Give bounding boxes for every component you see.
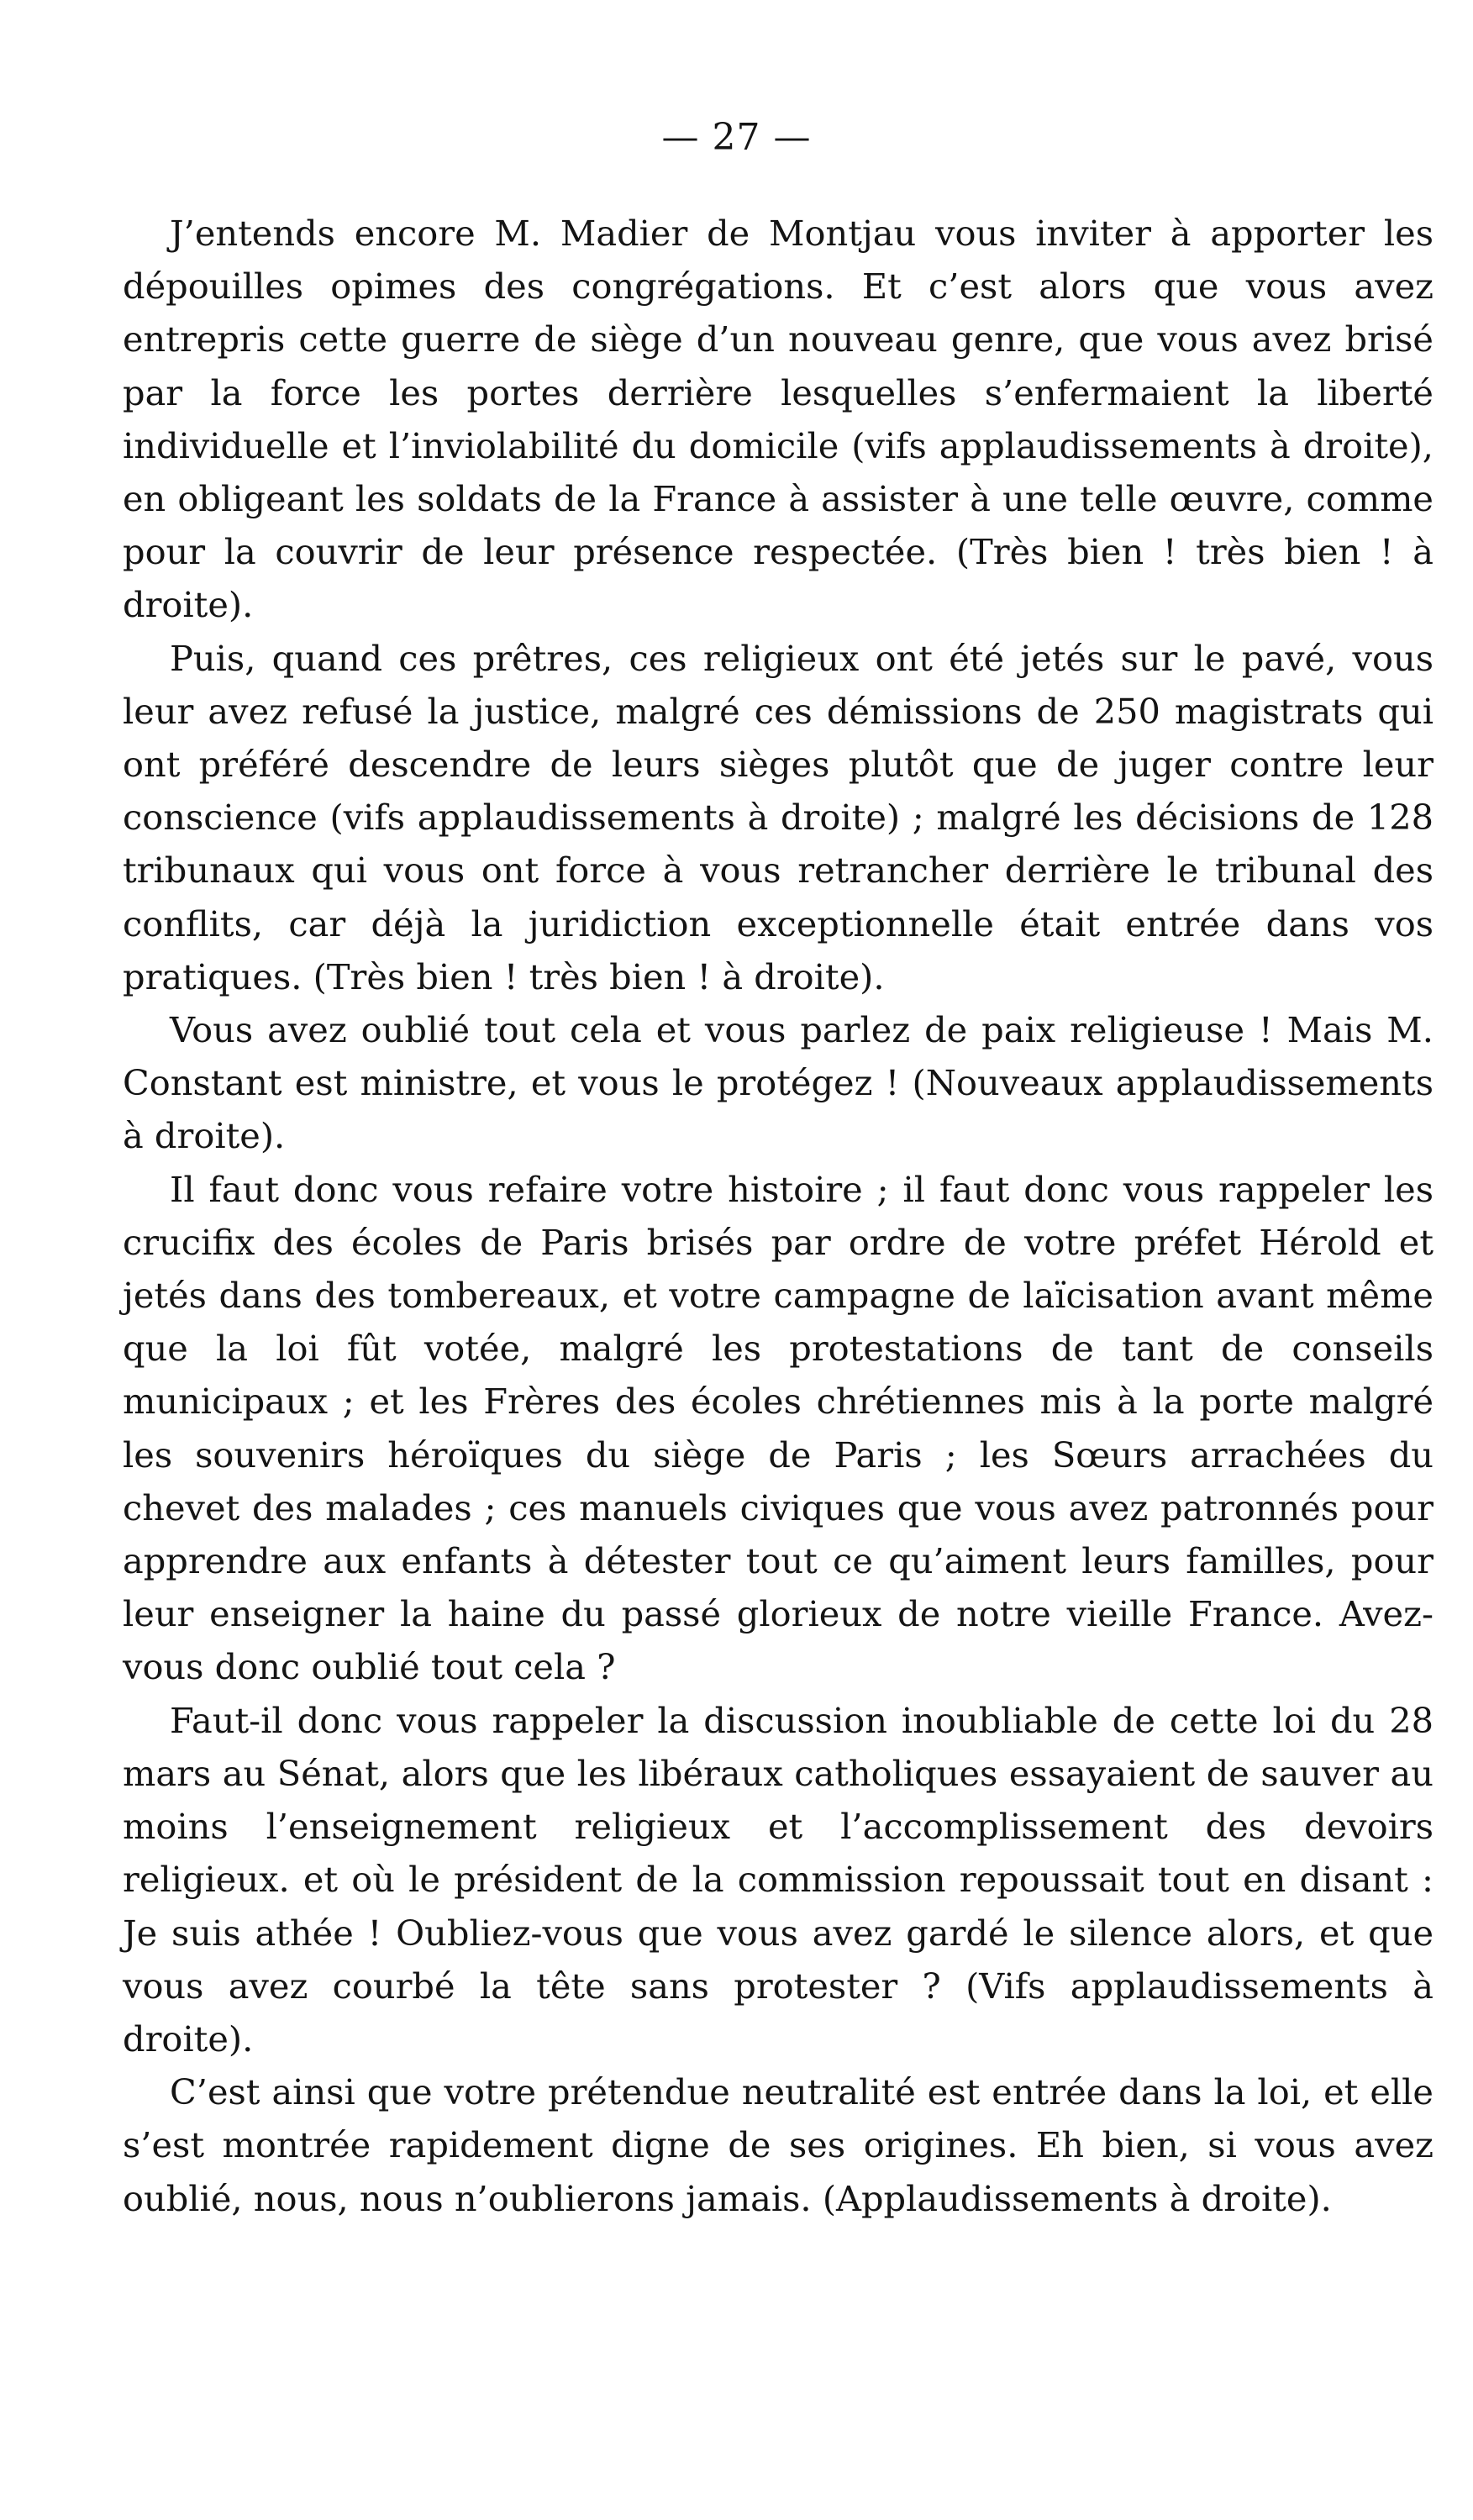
paragraph: Puis, quand ces prêtres, ces religieux ont été jetés sur le pavé, vous leur avez refusé la justice, malgré ces démissions de 250 magistrats qui ont préféré descendre de leurs sièges plutôt que de juger contre leur conscience (vifs applaudissements à droite) ; malgré les décisions de 128 tribunaux qui vous ont force à vous retrancher derrière le tribunal des conflits, car déjà la juridiction exceptionnelle était entrée dans vos pratiques. (Très bien ! très bien ! à droite).	[123, 637, 1434, 997]
page-number: — 27 —	[661, 116, 812, 159]
paragraph: Faut-il donc vous rappeler la discussion inoubliable de cette loi du 28 mars au Sénat, alors que les libéraux catholiques essayaient de sauver au moins l’enseignement religieux et l’accomplissement des devoirs religieux. et où le président de la commission repoussait tout en disant : Je suis athée ! Oubliez-vous que vous avez gardé le silence alors, et que vous avez courbé la tête sans protester ? (Vifs applaudissements à droite).	[123, 1699, 1434, 2060]
body-text	[123, 207, 1434, 2225]
paragraph: Vous avez oublié tout cela et vous parlez de paix religieuse ! Mais M. Constant est ministre, et vous le protégez ! (Nouveaux applaudissements à droite).	[123, 1009, 1434, 1157]
paragraph: Il faut donc vous refaire votre histoire ; il faut donc vous rappeler les crucifix des écoles de Paris brisés par ordre de votre préfet Hérold et jetés dans des tombereaux, et votre campagne de laïcisation avant même que la loi fût votée, malgré les protestations de tant de conseils municipaux ; et les Frères des écoles chrétiennes mis à la porte malgré les souvenirs héroïques du siège de Paris ; les Sœurs arrachées du chevet des malades ; ces manuels civiques que vous avez patronnés pour apprendre aux enfants à détester tout ce qu’aiment leurs familles, pour leur enseigner la haine du passé glorieux de notre vieille France. Avez-vous donc oublié tout cela ?	[123, 1168, 1434, 1688]
paragraph: C’est ainsi que votre prétendue neutralité est entrée dans la loi, et elle s’est montrée rapidement digne de ses origines. Eh bien, si vous avez oublié, nous, nous n’oublierons jamais. (Applaudissements à droite).	[123, 2071, 1434, 2219]
paragraph: J’entends encore M. Madier de Montjau vous inviter à apporter les dépouilles opimes des congrégations. Et c’est alors que vous avez entrepris cette guerre de siège d’un nouveau genre, que vous avez brisé par la force les portes derrière lesquelles s’enfermaient la liberté individuelle et l’inviolabilité du domicile (vifs applaudissements à droite), en obligeant les soldats de la France à assister à une telle œuvre, comme pour la couvrir de leur présence respectée. (Très bien ! très bien ! à droite).	[123, 213, 1434, 626]
